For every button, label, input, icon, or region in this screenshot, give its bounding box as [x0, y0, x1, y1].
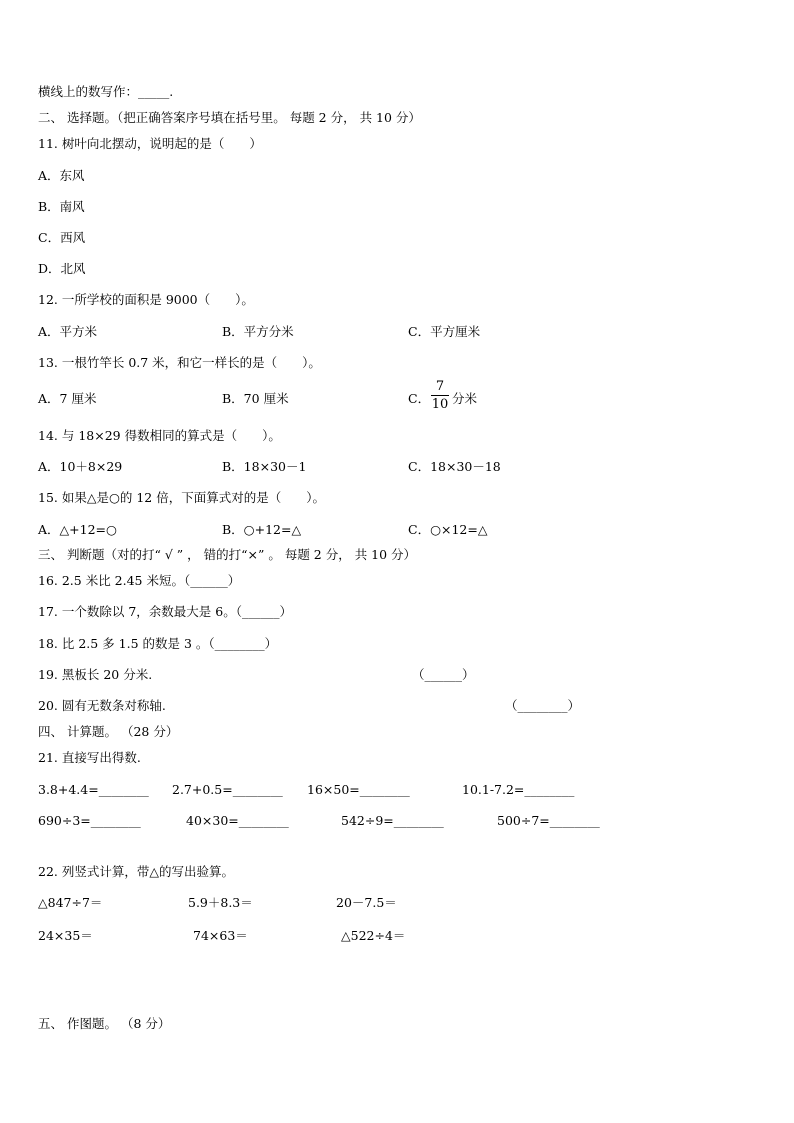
- question-20-answer-blank: （________）: [505, 698, 581, 713]
- section-heading-choice: 二、 选择题。（把正确答案序号填在括号里。 每题 2 分， 共 10 分）: [38, 110, 421, 125]
- vertical-calc-item: △847÷7＝: [38, 895, 103, 910]
- vertical-calc-item: △522÷4＝: [341, 928, 406, 943]
- q13-option-c-label: C．: [408, 391, 431, 406]
- question-13: 13. 一根竹竿长 0.7 米，和它一样长的是（ ）。: [38, 355, 321, 370]
- calc-item: 2.7+0.5=________: [172, 782, 283, 797]
- question-12: 12. 一所学校的面积是 9000（ ）。: [38, 292, 254, 307]
- calc-item: 16×50=________: [307, 782, 410, 797]
- section-heading-calc: 四、 计算题。 （28 分）: [38, 724, 179, 739]
- fraction-denominator: 10: [431, 397, 449, 412]
- vertical-calc-item: 74×63＝: [193, 928, 248, 943]
- q11-option-d: D．北风: [38, 261, 86, 276]
- section-heading-judge: 三、 判断题（对的打“ √ ” ， 错的打“×” 。 每题 2 分， 共 10 分）: [38, 547, 417, 562]
- calc-item: 3.8+4.4=________: [38, 782, 149, 797]
- section-heading-drawing: 五、 作图题。 （8 分）: [38, 1016, 171, 1031]
- question-14: 14. 与 18×29 得数相同的算式是（ ）。: [38, 428, 281, 443]
- question-11: 11. 树叶向北摆动，说明起的是（ ）: [38, 136, 262, 151]
- calc-item: 500÷7=________: [497, 813, 600, 828]
- question-19: 19. 黑板长 20 分米.: [38, 667, 153, 682]
- q15-option-c: C．○×12=△: [408, 522, 488, 537]
- q13-option-b: B．70 厘米: [222, 391, 289, 406]
- q11-option-b: B．南风: [38, 199, 85, 214]
- q12-option-c: C．平方厘米: [408, 324, 481, 339]
- question-15: 15. 如果△是○的 12 倍，下面算式对的是（ ）。: [38, 490, 325, 505]
- calc-item: 10.1-7.2=________: [462, 782, 575, 797]
- fraction-bar: [431, 395, 449, 396]
- q13-option-a: A．7 厘米: [38, 391, 97, 406]
- q15-option-a: A．△+12=○: [38, 522, 117, 537]
- vertical-calc-item: 20－7.5＝: [336, 895, 397, 910]
- calc-item: 690÷3=________: [38, 813, 141, 828]
- fraction-numerator: 7: [435, 379, 445, 394]
- q14-option-b: B．18×30－1: [222, 459, 307, 474]
- question-21: 21. 直接写出得数.: [38, 750, 141, 765]
- q15-option-b: B．○+12=△: [222, 522, 302, 537]
- question-20: 20. 圆有无数条对称轴.: [38, 698, 166, 713]
- q13-fraction: [431, 379, 449, 412]
- q11-option-a: A．东风: [38, 168, 85, 183]
- vertical-calc-item: 5.9＋8.3＝: [188, 895, 253, 910]
- q12-option-a: A．平方米: [38, 324, 98, 339]
- q12-option-b: B．平方分米: [222, 324, 294, 339]
- q14-option-a: A．10＋8×29: [38, 459, 123, 474]
- calc-item: 542÷9=________: [341, 813, 444, 828]
- q13-option-c-unit: 分米: [452, 391, 478, 406]
- question-22: 22. 列竖式计算，带△的写出验算。: [38, 864, 234, 879]
- calc-item: 40×30=________: [186, 813, 289, 828]
- q14-option-c: C．18×30－18: [408, 459, 501, 474]
- question-17: 17. 一个数除以 7，余数最大是 6。（______）: [38, 604, 292, 619]
- vertical-calc-item: 24×35＝: [38, 928, 93, 943]
- question-16: 16. 2.5 米比 2.45 米短。（______）: [38, 573, 241, 588]
- q11-option-c: C．西风: [38, 230, 86, 245]
- question-19-answer-blank: （______）: [412, 667, 475, 682]
- question-18: 18. 比 2.5 多 1.5 的数是 3 。（________）: [38, 636, 278, 651]
- question-tail-text: 横线上的数写作：_____.: [38, 84, 174, 99]
